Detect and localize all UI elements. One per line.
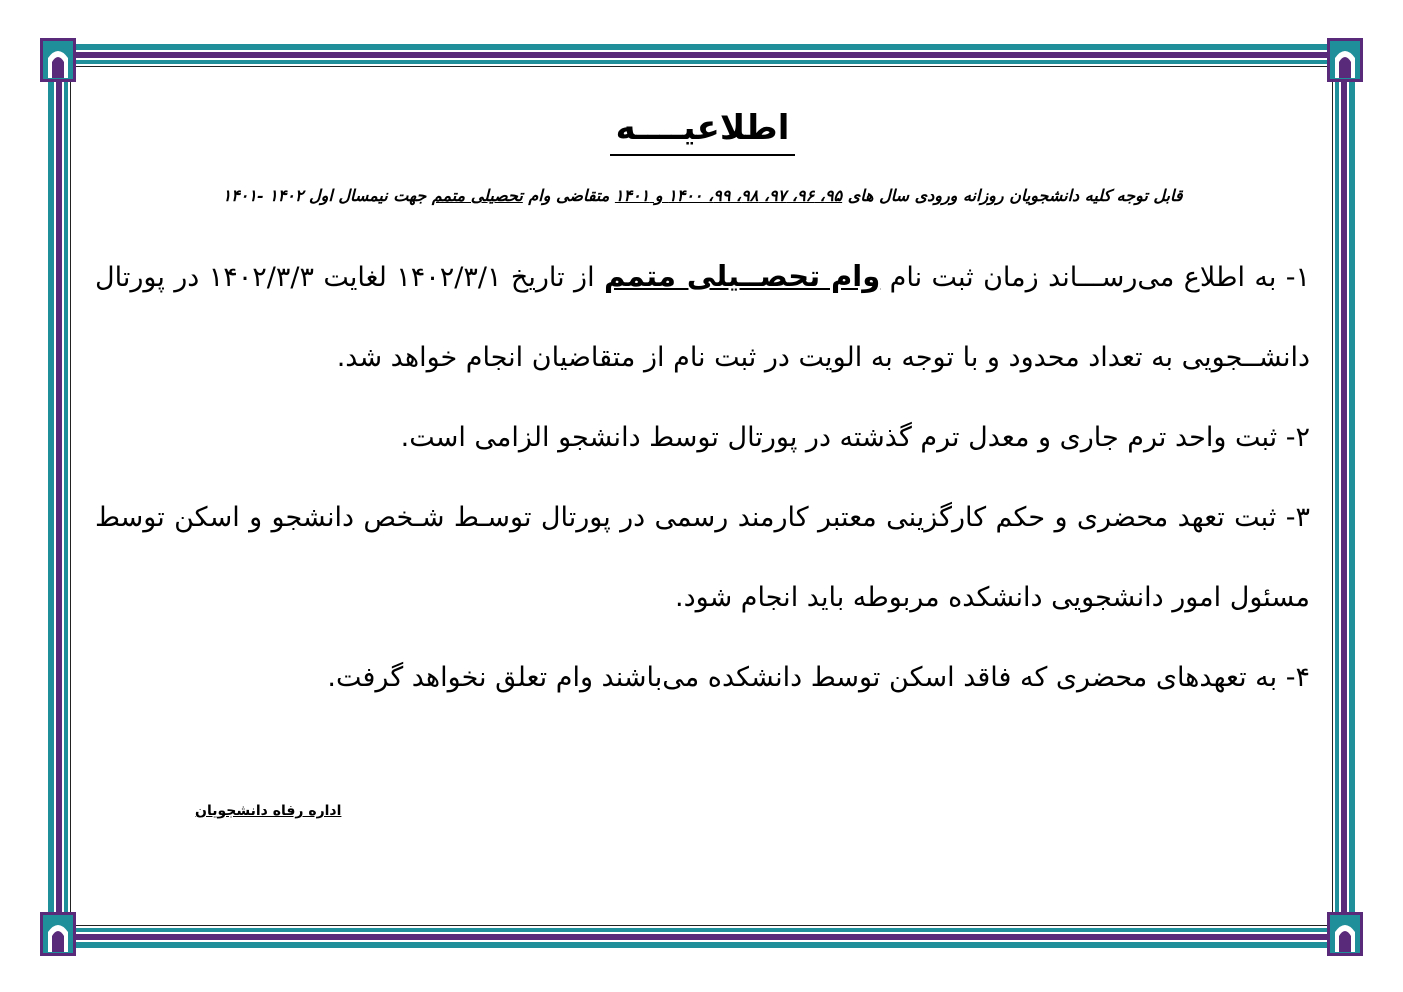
corner-arch-ornament-icon bbox=[40, 912, 76, 956]
notice-content bbox=[95, 100, 1310, 718]
subtitle-loan-type: تحصیلی متمم bbox=[431, 186, 523, 205]
subtitle-middle: متقاضی وام bbox=[522, 186, 615, 205]
notice-item-2: ۲- ثبت واحد ترم جاری و معدل ترم گذشته در پورتال توسط دانشجو الزامی است. bbox=[400, 422, 1310, 453]
item1-start: ۱- به اطلاع می‌رســـاند زمان ثبت نام bbox=[880, 262, 1311, 293]
notice-title: اطلاعیــــه bbox=[610, 104, 796, 156]
notice-item-4: ۴- به تعهدهای محضری که فاقد اسکن توسط دانشکده می‌باشند وام تعلق نخواهد گرفت. bbox=[327, 662, 1310, 693]
item1-loan-name: وام تحصــیلی متمم bbox=[604, 259, 881, 293]
notice-body bbox=[95, 236, 1310, 718]
notice-subtitle bbox=[95, 184, 1310, 208]
notice-item-3: ۳- ثبت تعهد محضری و حکم کارگزینی معتبر کارمند رسمی در پورتال توسـط شـخص دانشجو و اسکن توسط مسئول امور دانشجویی دانشکده مربوطه باید انجام شود. bbox=[95, 502, 1310, 613]
subtitle-end: جهت نیمسال اول ۱۴۰۲ -۱۴۰۱ bbox=[222, 186, 432, 205]
signature-office: اداره رفاه دانشجویان bbox=[195, 803, 342, 819]
item1-end: از تاریخ ۱۴۰۲/۳/۱ لغایت ۱۴۰۲/۳/۳ در پورتال دانشــجویی به تعداد محدود و با توجه به الویت در ثبت نام از متقاضیان انجام خواهد شد. bbox=[95, 262, 1310, 373]
subtitle-years: ۹۵، ۹۶، ۹۷، ۹۸، ۹۹، ۱۴۰۰ و ۱۴۰۱ bbox=[614, 186, 843, 205]
title-wrapper bbox=[95, 104, 1310, 156]
corner-arch-ornament-icon bbox=[1327, 38, 1363, 82]
corner-arch-ornament-icon bbox=[40, 38, 76, 82]
notice-item-1 bbox=[95, 236, 1310, 398]
subtitle-start: قابل توجه کلیه دانشجویان روزانه ورودی سال های bbox=[842, 186, 1183, 205]
corner-arch-ornament-icon bbox=[1327, 912, 1363, 956]
